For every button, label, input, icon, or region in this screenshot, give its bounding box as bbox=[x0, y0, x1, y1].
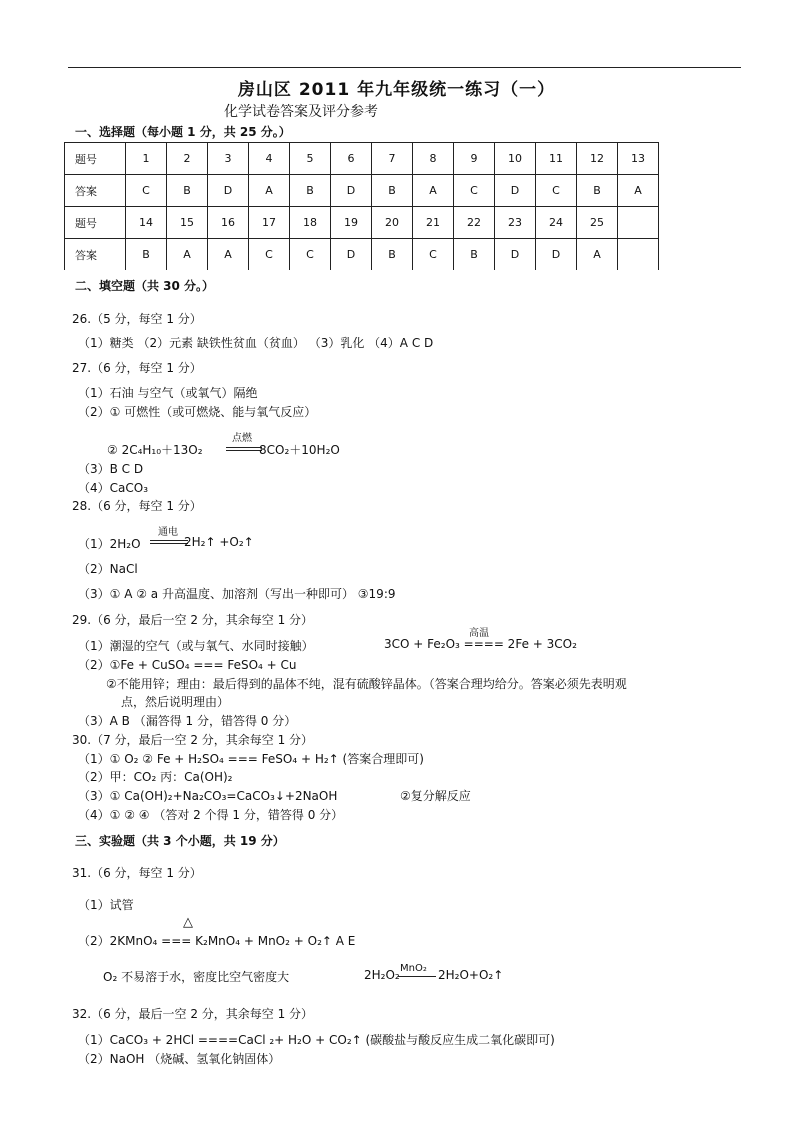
table-cell: 18 bbox=[290, 207, 331, 239]
table-cell: D bbox=[331, 239, 372, 271]
table-cell: 8 bbox=[413, 143, 454, 175]
q29-answer-4: 点，然后说明理由） bbox=[121, 695, 230, 709]
table-cell: 1 bbox=[126, 143, 167, 175]
table-cell: 20 bbox=[372, 207, 413, 239]
section-choice-heading: 一、选择题（每小题 1 分，共 25 分。） bbox=[75, 125, 291, 139]
table-cell: 10 bbox=[495, 143, 536, 175]
table-cell: 16 bbox=[208, 207, 249, 239]
table-cell: 2 bbox=[167, 143, 208, 175]
table-cell bbox=[618, 239, 659, 271]
table-cell bbox=[618, 207, 659, 239]
q31-heading: 31.（6 分，每空 1 分） bbox=[72, 866, 202, 880]
q32-answer-1: （1）CaCO₃ + 2HCl ====CaCl ₂+ H₂O + CO₂↑ (碳酸盐与酸反应生成二氧化碳即可) bbox=[78, 1033, 555, 1047]
table-cell: 11 bbox=[536, 143, 577, 175]
table-cell: B bbox=[126, 239, 167, 271]
q26-answer: （1）糖类 （2）元素 缺铁性贫血（贫血） （3）乳化 （4）A C D bbox=[78, 336, 434, 350]
table-cell: A bbox=[208, 239, 249, 271]
q27-equation-right: 8CO₂＋10H₂O bbox=[259, 443, 340, 457]
q27-heading: 27.（6 分，每空 1 分） bbox=[72, 361, 202, 375]
table-cell: 24 bbox=[536, 207, 577, 239]
table-cell: D bbox=[208, 175, 249, 207]
section-experiment-heading: 三、实验题（共 3 个小题，共 19 分） bbox=[75, 834, 285, 848]
q29-answer-5: （3）A B （漏答得 1 分，错答得 0 分） bbox=[78, 714, 297, 728]
table-cell: B bbox=[290, 175, 331, 207]
q30-answer-2: （2）甲：CO₂ 丙：Ca(OH)₂ bbox=[78, 770, 233, 784]
q30-answer-4: （4）① ② ④ （答对 2 个得 1 分，错答得 0 分） bbox=[78, 808, 344, 822]
q31-equation-left: 2H₂O₂ bbox=[364, 968, 400, 982]
q27-answer-1: （1）石油 与空气（或氧气）隔绝 bbox=[78, 386, 258, 400]
table-cell: 9 bbox=[454, 143, 495, 175]
table-cell: 12 bbox=[577, 143, 618, 175]
table-cell: 21 bbox=[413, 207, 454, 239]
q30-answer-1: （1）① O₂ ② Fe + H₂SO₄ === FeSO₄ + H₂↑ (答案合理即可) bbox=[78, 752, 424, 766]
q28-equation-left: （1）2H₂O bbox=[78, 537, 141, 551]
table-cell: 答案 bbox=[65, 175, 126, 207]
q27-answer-2: （2）① 可燃性（或可燃烧、能与氧气反应） bbox=[78, 405, 317, 419]
table-cell: 4 bbox=[249, 143, 290, 175]
table-cell: 22 bbox=[454, 207, 495, 239]
section-fill-heading: 二、填空题（共 30 分。） bbox=[75, 279, 215, 293]
reaction-arrow bbox=[398, 976, 436, 977]
table-cell: C bbox=[290, 239, 331, 271]
q30-answer-3: （3）① Ca(OH)₂+Na₂CO₃=CaCO₃↓+2NaOH bbox=[78, 789, 338, 803]
q27-answer-4: （4）CaCO₃ bbox=[78, 481, 149, 495]
q29-answer-2: （2）①Fe + CuSO₄ === FeSO₄ + Cu bbox=[78, 658, 297, 672]
table-cell: 7 bbox=[372, 143, 413, 175]
table-cell: A bbox=[577, 239, 618, 271]
page-subtitle: 化学试卷答案及评分参考 bbox=[224, 104, 378, 120]
table-cell: A bbox=[413, 175, 454, 207]
table-row bbox=[65, 143, 659, 175]
table-cell: C bbox=[126, 175, 167, 207]
table-cell: B bbox=[454, 239, 495, 271]
q32-answer-2: （2）NaOH （烧碱、氢氧化钠固体） bbox=[78, 1052, 281, 1066]
table-row bbox=[65, 239, 659, 271]
table-cell: B bbox=[577, 175, 618, 207]
table-cell: B bbox=[372, 175, 413, 207]
reaction-arrow bbox=[226, 450, 262, 451]
q27-equation-left: ② 2C₄H₁₀＋13O₂ bbox=[107, 443, 203, 457]
table-cell: 5 bbox=[290, 143, 331, 175]
reaction-arrow bbox=[226, 447, 262, 448]
table-cell: 题号 bbox=[65, 207, 126, 239]
q28-condition: 通电 bbox=[158, 527, 178, 538]
table-cell: 13 bbox=[618, 143, 659, 175]
q28-answer-2: （2）NaCl bbox=[78, 562, 138, 576]
table-row bbox=[65, 175, 659, 207]
reaction-arrow bbox=[150, 540, 188, 541]
table-cell: C bbox=[249, 239, 290, 271]
table-cell: 6 bbox=[331, 143, 372, 175]
table-cell: B bbox=[372, 239, 413, 271]
table-cell: 答案 bbox=[65, 239, 126, 271]
q29-answer-3: ②不能用锌；理由：最后得到的晶体不纯，混有硫酸锌晶体。（答案合理均给分。答案必须先表明观 bbox=[106, 677, 627, 691]
q29-equation: 3CO + Fe₂O₃ ==== 2Fe + 3CO₂ bbox=[384, 637, 577, 651]
q29-condition: 高温 bbox=[469, 628, 489, 639]
table-cell: 17 bbox=[249, 207, 290, 239]
q31-equation-right: 2H₂O+O₂↑ bbox=[438, 968, 504, 982]
q31-answer-1: （1）试管 bbox=[78, 898, 134, 912]
table-cell: A bbox=[249, 175, 290, 207]
table-cell: 19 bbox=[331, 207, 372, 239]
table-cell: D bbox=[536, 239, 577, 271]
q31-answer-3: O₂ 不易溶于水，密度比空气密度大 bbox=[103, 970, 290, 984]
q30-heading: 30.（7 分，最后一空 2 分，其余每空 1 分） bbox=[72, 733, 314, 747]
q30-answer-3b: ②复分解反应 bbox=[400, 789, 471, 803]
answer-table bbox=[64, 142, 659, 270]
q31-condition: MnO₂ bbox=[400, 963, 427, 974]
table-cell: C bbox=[454, 175, 495, 207]
header-rule bbox=[68, 67, 741, 68]
table-cell: A bbox=[167, 239, 208, 271]
table-cell: B bbox=[167, 175, 208, 207]
reaction-arrow bbox=[150, 543, 188, 544]
table-cell: 3 bbox=[208, 143, 249, 175]
q29-heading: 29.（6 分，最后一空 2 分，其余每空 1 分） bbox=[72, 613, 314, 627]
table-cell: 14 bbox=[126, 207, 167, 239]
table-cell: 23 bbox=[495, 207, 536, 239]
q28-heading: 28.（6 分，每空 1 分） bbox=[72, 499, 202, 513]
table-cell: 25 bbox=[577, 207, 618, 239]
heat-triangle-icon: △ bbox=[183, 915, 193, 930]
table-cell: A bbox=[618, 175, 659, 207]
q28-answer-3: （3）① A ② a 升高温度、加溶剂（写出一种即可） ③19:9 bbox=[78, 587, 396, 601]
q32-heading: 32.（6 分，最后一空 2 分，其余每空 1 分） bbox=[72, 1007, 314, 1021]
table-row bbox=[65, 207, 659, 239]
table-cell: D bbox=[495, 239, 536, 271]
table-cell: 15 bbox=[167, 207, 208, 239]
table-cell: D bbox=[331, 175, 372, 207]
q26-heading: 26.（5 分，每空 1 分） bbox=[72, 312, 202, 326]
q27-answer-3: （3）B C D bbox=[78, 462, 144, 476]
table-cell: C bbox=[536, 175, 577, 207]
table-cell: C bbox=[413, 239, 454, 271]
q31-answer-2: （2）2KMnO₄ === K₂MnO₄ + MnO₂ + O₂↑ A E bbox=[78, 934, 356, 948]
q28-equation-right: 2H₂↑ +O₂↑ bbox=[184, 535, 254, 549]
q27-condition: 点燃 bbox=[232, 433, 252, 444]
page-title: 房山区 2011 年九年级统一练习（一） bbox=[237, 80, 556, 100]
q29-answer-1: （1）潮湿的空气（或与氧气、水同时接触） bbox=[78, 639, 314, 653]
table-cell: D bbox=[495, 175, 536, 207]
table-cell: 题号 bbox=[65, 143, 126, 175]
